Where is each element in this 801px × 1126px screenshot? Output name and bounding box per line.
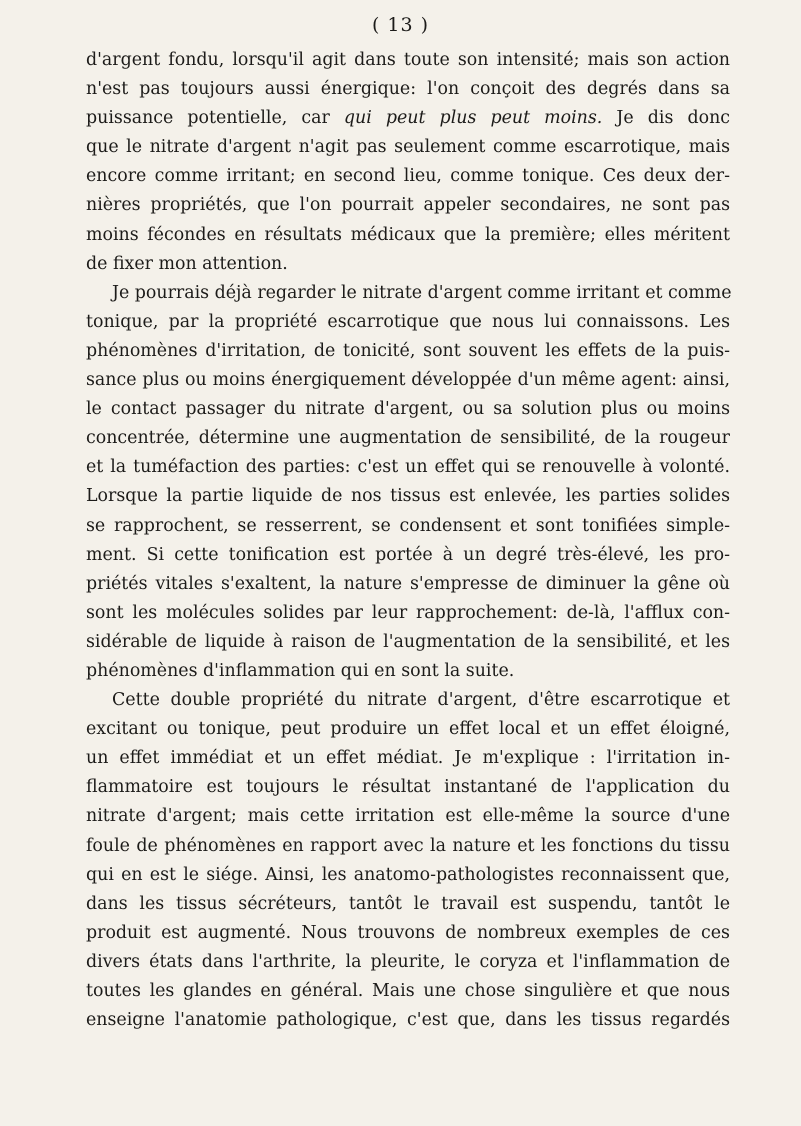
text-line: Je pourrais déjà regarder le nitrate d'argent comme irritant et comme [112, 282, 732, 303]
text-line: Lorsque la partie liquide de nos tissus est enlevée, les parties solides [86, 486, 730, 507]
text-line: n'est pas toujours aussi énergique: l'on conçoit des degrés dans sa [86, 79, 730, 100]
text-line: d'argent fondu, lorsqu'il agit dans toute son intensité; mais son action [86, 50, 730, 70]
text-line: phénomènes d'irritation, de tonicité, sont souvent les effets de la puis- [86, 340, 730, 361]
text-line [86, 104, 730, 133]
text-line: toutes les glandes en général. Mais une chose singulière et que nous [86, 981, 730, 1001]
text-line: sidérable de liquide à raison de l'augmentation de la sensibilité, et les [86, 631, 730, 652]
text-line: et la tuméfaction des parties: c'est un effet qui se renouvelle à volonté. [86, 457, 730, 478]
text-line: ment. Si cette tonification est portée à un degré très-élevé, les pro- [86, 544, 730, 565]
text-line: sance plus ou moins énergiquement développée d'un même agent: ainsi, [86, 370, 730, 391]
text-line: de fixer mon attention. [86, 253, 288, 274]
text-line: produit est augmenté. Nous trouvons de nombreux exemples de ces [86, 922, 730, 943]
text-line: phénomènes d'inflammation qui en sont la suite. [86, 660, 515, 681]
text-line: nières propriétés, que l'on pourrait appeler secondaires, ne sont pas [86, 195, 730, 216]
line-segment: puissance potentielle, car [86, 108, 344, 129]
text-line: Cette double propriété du nitrate d'argent, d'être escarrotique et [112, 690, 730, 711]
body-text [86, 46, 730, 1035]
text-line: foule de phénomènes en rapport avec la nature et les fonctions du tissu [86, 835, 730, 856]
paragraph-1 [86, 46, 730, 279]
text-line: tonique, par la propriété escarrotique que nous lui connaissons. Les [86, 311, 730, 332]
text-line: sont les molécules solides par leur rapprochement: de-là, l'afflux con- [86, 602, 730, 623]
text-line: moins fécondes en résultats médicaux que la première; elles méritent [86, 224, 730, 245]
text-line: encore comme irritant; en second lieu, comme tonique. Ces deux der- [86, 166, 730, 187]
text-line: se rapprochent, se resserrent, se condensent et sont tonifiées simple- [86, 515, 730, 536]
text-line: un effet immédiat et un effet médiat. Je m'explique : l'irritation in- [86, 748, 730, 769]
text-line: concentrée, détermine une augmentation de sensibilité, de la rougeur [86, 428, 730, 449]
page-number: ( 13 ) [371, 14, 430, 36]
text-line: enseigne l'anatomie pathologique, c'est que, dans les tissus regardés [86, 1010, 730, 1031]
text-line: nitrate d'argent; mais cette irritation est elle-même la source d'une [86, 806, 730, 827]
text-line: priétés vitales s'exaltent, la nature s'empresse de diminuer la gêne où [86, 573, 730, 594]
paragraph-3 [86, 686, 730, 1035]
text-line: que le nitrate d'argent n'agit pas seulement comme escarrotique, mais [86, 137, 730, 158]
text-line: excitant ou tonique, peut produire un effet local et un effet éloigné, [86, 719, 730, 740]
italic-phrase: qui peut plus peut moins. [343, 108, 603, 129]
text-line: divers états dans l'arthrite, la pleurite, le coryza et l'inflammation de [86, 951, 730, 972]
text-line: qui en est le siége. Ainsi, les anatomo-pathologistes reconnaissent que, [86, 864, 730, 885]
paragraph-2 [86, 279, 730, 686]
line-segment: Je dis donc [602, 108, 731, 129]
text-line: le contact passager du nitrate d'argent, ou sa solution plus ou moins [86, 399, 730, 420]
text-line: flammatoire est toujours le résultat instantané de l'application du [86, 777, 730, 798]
text-line: dans les tissus sécréteurs, tantôt le travail est suspendu, tantôt le [86, 893, 730, 914]
